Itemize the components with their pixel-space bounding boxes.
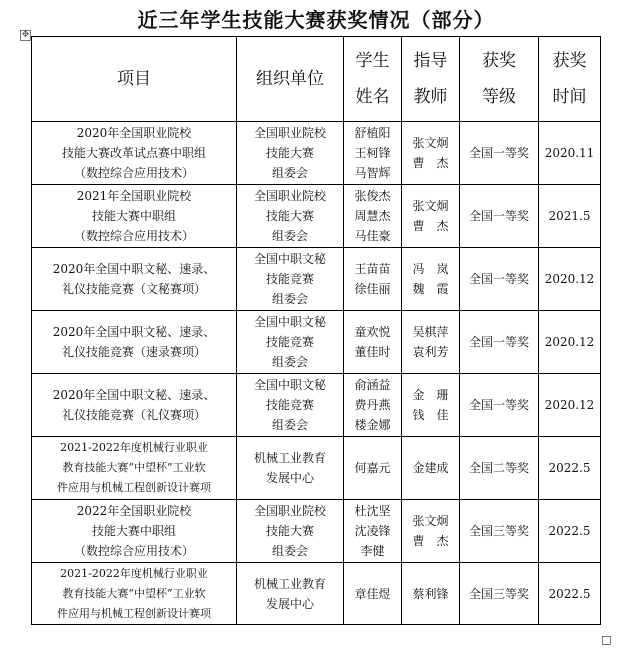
cell-organizer: 全国职业院校 技能大赛 组委会 [237,122,344,185]
cell-students: 俞涵益 费丹燕 楼金娜 [344,374,402,437]
table-row [32,563,601,625]
cell-project: 2020年全国中职文秘、速录、 礼仪技能竞赛（文秘赛项） [32,248,237,311]
cell-teachers: 张文炯 曹 杰 [402,185,460,248]
cell-organizer: 全国中职文秘 技能竞赛 组委会 [237,374,344,437]
cell-project: 2021-2022年度机械行业职业 教育技能大赛“中望杯”工业软 件应用与机械工程创新设计赛项 [32,563,237,625]
cell-organizer: 机械工业教育 发展中心 [237,437,344,500]
cell-organizer: 机械工业教育 发展中心 [237,563,344,625]
header-award-level: 获奖 等级 [460,37,539,122]
cell-date: 2021.5 [539,185,601,248]
cell-students: 何嘉元 [344,437,402,500]
cell-award: 全国一等奖 [460,374,539,437]
table-row [32,122,601,185]
cell-organizer: 全国职业院校 技能大赛 组委会 [237,185,344,248]
cell-teachers: 金 珊 钱 佳 [402,374,460,437]
awards-table [31,36,601,625]
cell-date: 2020.11 [539,122,601,185]
cell-award: 全国三等奖 [460,500,539,563]
cell-organizer: 全国中职文秘 技能竞赛 组委会 [237,248,344,311]
cell-project: 2020年全国职业院校 技能大赛改革试点赛中职组 （数控综合应用技术） [32,122,237,185]
table-row [32,248,601,311]
cell-award: 全国三等奖 [460,563,539,625]
cell-date: 2022.5 [539,500,601,563]
table-row [32,311,601,374]
cell-students: 王苗苗 徐佳丽 [344,248,402,311]
cell-teachers: 冯 岚 魏 霞 [402,248,460,311]
table-header-row [32,37,601,122]
cell-award: 全国二等奖 [460,437,539,500]
cell-date: 2022.5 [539,437,601,500]
cell-project: 2022年全国职业院校 技能大赛中职组 （数控综合应用技术） [32,500,237,563]
cell-project: 2021-2022年度机械行业职业 教育技能大赛“中望杯”工业软 件应用与机械工程创新设计赛项 [32,437,237,500]
cell-date: 2020.12 [539,248,601,311]
table-row [32,437,601,500]
header-project: 项目 [32,37,237,122]
cell-organizer: 全国中职文秘 技能竞赛 组委会 [237,311,344,374]
header-teachers: 指导 教师 [402,37,460,122]
header-award-date: 获奖 时间 [539,37,601,122]
cell-organizer: 全国职业院校 技能大赛 组委会 [237,500,344,563]
cell-project: 2020年全国中职文秘、速录、 礼仪技能竞赛（礼仪赛项） [32,374,237,437]
table-move-handle-icon[interactable]: ✥ [21,30,30,40]
cell-award: 全国一等奖 [460,248,539,311]
page-title: 近三年学生技能大赛获奖情况（部分） [137,8,495,32]
cell-teachers: 张文炯 曹 杰 [402,122,460,185]
cell-teachers: 金建成 [402,437,460,500]
cell-students: 舒植阳 王柯锋 马智辉 [344,122,402,185]
cell-project: 2020年全国中职文秘、速录、 礼仪技能竞赛（速录赛项） [32,311,237,374]
table-row [32,374,601,437]
cell-date: 2022.5 [539,563,601,625]
cell-teachers: 吴棋萍 袁利芳 [402,311,460,374]
cell-date: 2020.12 [539,374,601,437]
cell-award: 全国一等奖 [460,185,539,248]
cell-teachers: 张文炯 曹 杰 [402,500,460,563]
cell-students: 章佳煜 [344,563,402,625]
cell-award: 全国一等奖 [460,311,539,374]
table-resize-handle[interactable] [602,636,611,645]
cell-students: 杜沈坚 沈凌锋 李健 [344,500,402,563]
cell-teachers: 蔡利锋 [402,563,460,625]
cell-date: 2020.12 [539,311,601,374]
table-row [32,500,601,563]
header-organizer: 组织单位 [237,37,344,122]
header-student-names: 学生 姓名 [344,37,402,122]
cell-students: 童欢悦 董佳时 [344,311,402,374]
cell-project: 2021年全国职业院校 技能大赛中职组 （数控综合应用技术） [32,185,237,248]
cell-students: 张俊杰 周慧杰 马佳豪 [344,185,402,248]
table-row [32,185,601,248]
cell-award: 全国一等奖 [460,122,539,185]
